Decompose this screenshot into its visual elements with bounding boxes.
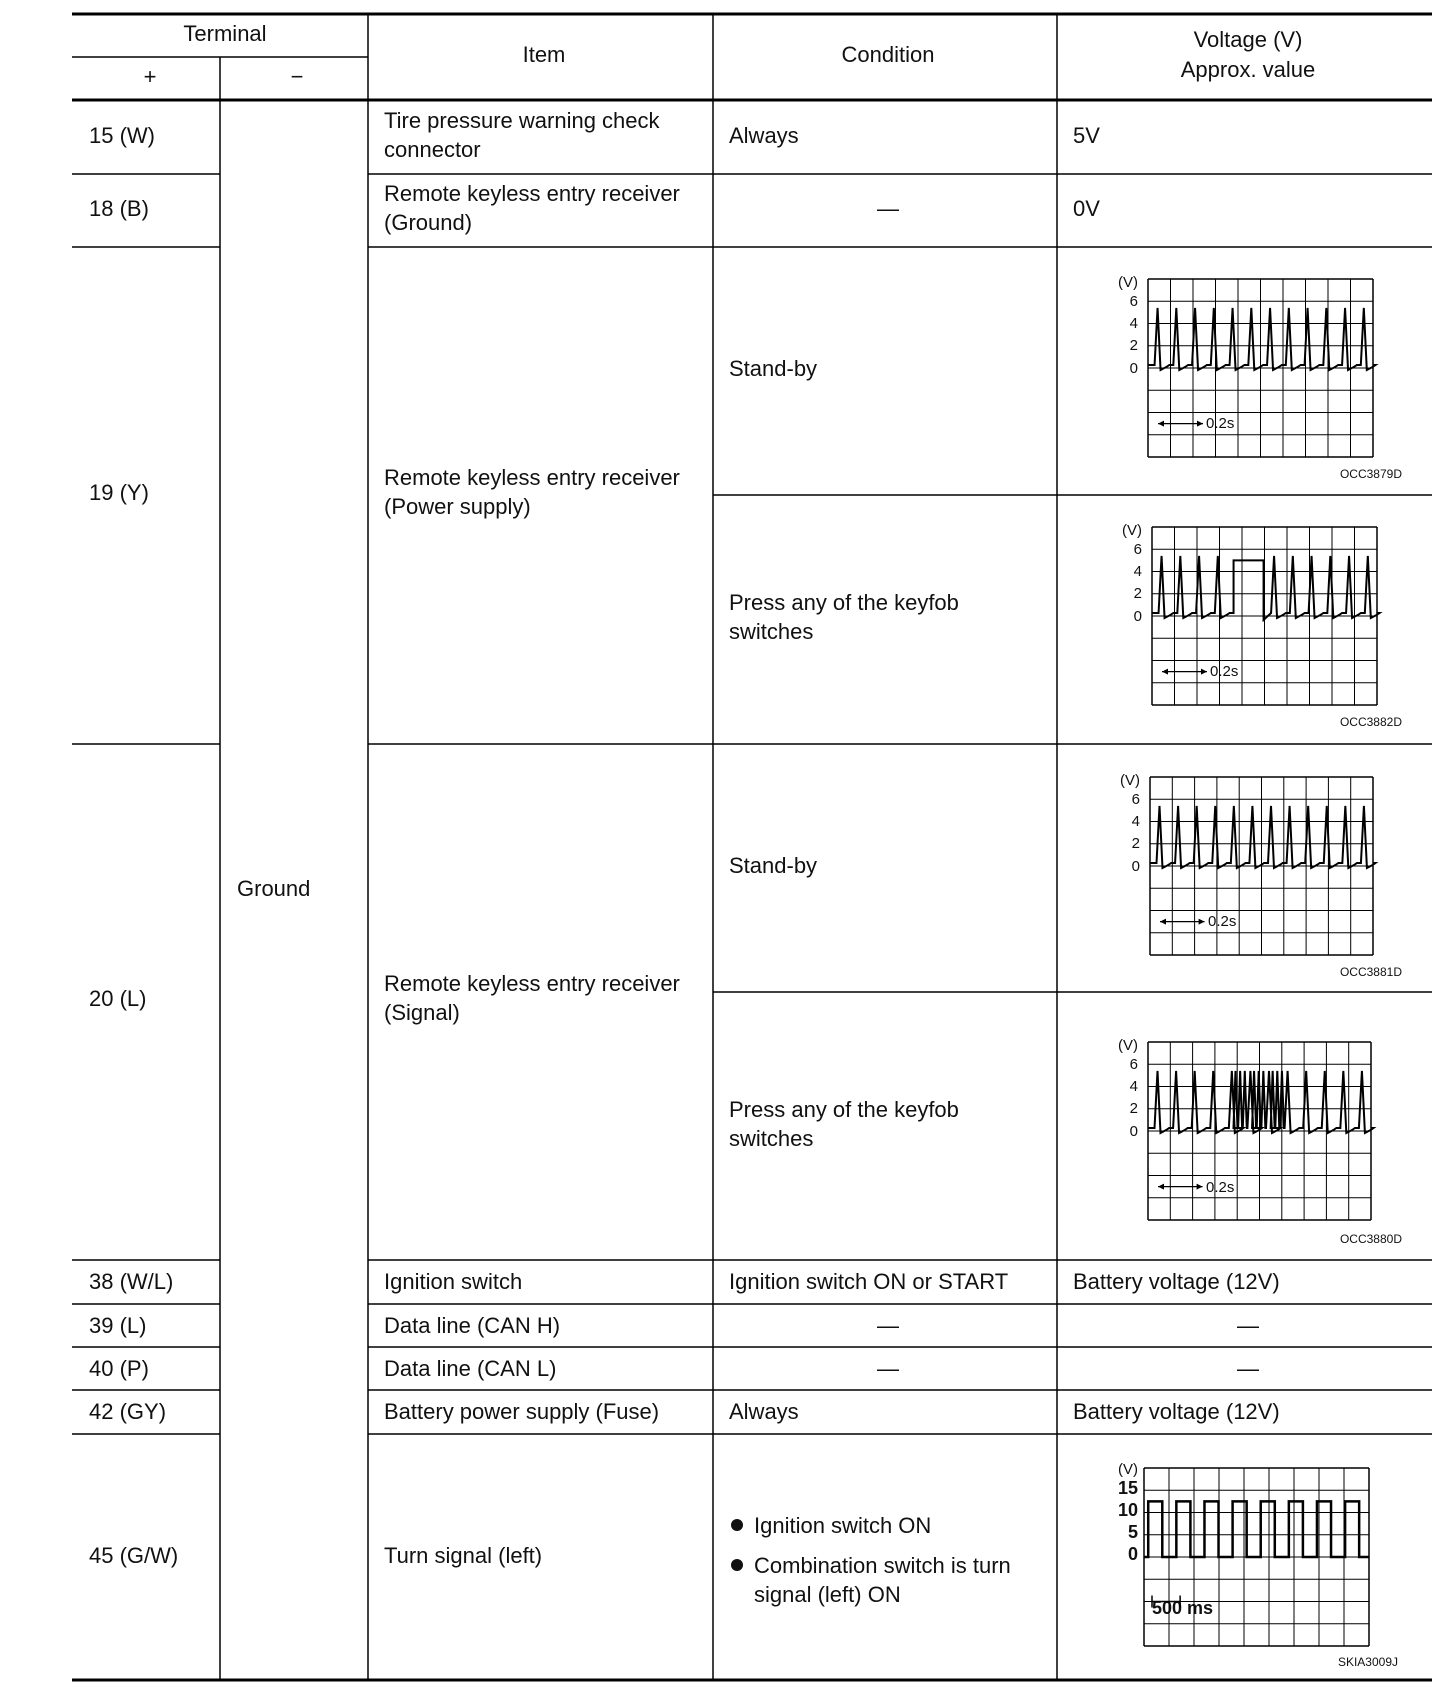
- voltage-cell: Battery voltage (12V): [1073, 1399, 1280, 1424]
- header-item: Item: [522, 42, 566, 67]
- item-cell: Data line (CAN L): [384, 1356, 557, 1381]
- header-voltage-line1: Voltage (V): [1193, 27, 1303, 52]
- item-cell: Ignition switch: [384, 1269, 523, 1294]
- voltage-cell: Battery voltage (12V): [1073, 1269, 1280, 1294]
- terminal-cell: 38 (W/L): [89, 1269, 174, 1294]
- scope-y-tick: 4: [1133, 563, 1142, 580]
- condition-bullet-text: Combination switch is turn: [754, 1553, 1011, 1578]
- oscilloscope-waveform: [1122, 522, 1402, 729]
- scope-y-tick: 2: [1133, 585, 1142, 602]
- terminal-cell: 42 (GY): [89, 1399, 167, 1424]
- scope-y-tick: 2: [1131, 835, 1140, 852]
- scope-timebase: 0.2s: [1206, 415, 1235, 432]
- figure-code: SKIA3009J: [1337, 1655, 1398, 1669]
- item-cell: Remote keyless entry receiver: [384, 971, 680, 996]
- scope-trace: [1152, 556, 1380, 620]
- scope-y-tick: 2: [1129, 337, 1138, 354]
- header-condition: Condition: [841, 42, 935, 67]
- scope-timebase: 0.2s: [1208, 913, 1237, 930]
- header-voltage-line2: Approx. value: [1180, 57, 1316, 82]
- bullet-icon: [731, 1519, 743, 1531]
- condition-cell: —: [877, 196, 899, 221]
- condition-cell: —: [877, 1313, 899, 1338]
- scope-y-tick: 0: [1131, 858, 1140, 875]
- voltage-cell: —: [1237, 1356, 1259, 1381]
- terminal-column: [89, 123, 178, 1568]
- scope-y-tick: 4: [1129, 315, 1138, 332]
- scope-y-tick: 0: [1133, 608, 1142, 625]
- table-header: [144, 21, 1316, 89]
- item-cell: Remote keyless entry receiver: [384, 181, 680, 206]
- scope-y-unit: (V): [1118, 274, 1138, 291]
- figure-code: OCC3881D: [1339, 965, 1402, 979]
- voltage-cell: —: [1237, 1313, 1259, 1338]
- scope-y-tick: 6: [1131, 791, 1140, 808]
- scope-y-tick: 0: [1127, 1544, 1138, 1564]
- terminal-cell: 40 (P): [89, 1356, 149, 1381]
- terminal-cell: 19 (Y): [89, 480, 149, 505]
- scope-trace: [1144, 1501, 1369, 1557]
- item-column: [384, 108, 680, 1568]
- header-plus: +: [143, 64, 157, 89]
- item-cell: Battery power supply (Fuse): [384, 1399, 660, 1424]
- scope-y-tick: 4: [1129, 1078, 1138, 1095]
- item-cell: connector: [384, 137, 481, 162]
- header-terminal: Terminal: [183, 21, 267, 46]
- terminal-cell: 15 (W): [89, 123, 155, 148]
- scope-y-unit: (V): [1122, 522, 1142, 539]
- condition-bullet-text: Ignition switch ON: [754, 1513, 932, 1538]
- item-cell: Remote keyless entry receiver: [384, 465, 680, 490]
- item-cell: (Ground): [384, 210, 473, 235]
- scope-y-tick: 6: [1133, 541, 1142, 558]
- ground-label: Ground: [237, 876, 311, 901]
- terminal-cell: 20 (L): [89, 986, 147, 1011]
- scope-timebase: 0.2s: [1210, 663, 1239, 680]
- scope-y-tick: 5: [1127, 1522, 1138, 1542]
- item-cell: Data line (CAN H): [384, 1313, 561, 1338]
- oscilloscope-waveform: [1120, 772, 1402, 979]
- condition-cell: Always: [729, 123, 799, 148]
- scope-y-unit: (V): [1118, 1461, 1138, 1478]
- condition-cell: Always: [729, 1399, 799, 1424]
- condition-cell: switches: [729, 1126, 814, 1151]
- figure-code: OCC3880D: [1339, 1232, 1402, 1246]
- condition-cell: Press any of the keyfob: [729, 590, 959, 615]
- terminal-cell: 45 (G/W): [89, 1543, 179, 1568]
- scope-timebase: 0.2s: [1206, 1179, 1235, 1196]
- figure-code: OCC3879D: [1339, 467, 1402, 481]
- scope-y-unit: (V): [1118, 1037, 1138, 1054]
- oscilloscope-waveform: [1118, 274, 1402, 481]
- condition-cell: Ignition switch ON or START: [729, 1269, 1009, 1294]
- item-cell: Turn signal (left): [384, 1543, 543, 1568]
- condition-column: [729, 123, 1011, 1607]
- scope-trace: [1148, 1071, 1374, 1133]
- condition-cell: —: [877, 1356, 899, 1381]
- voltage-cell: 5V: [1073, 123, 1100, 148]
- oscilloscope-waveform: [1118, 1461, 1398, 1669]
- item-cell: Tire pressure warning check: [384, 108, 660, 133]
- item-cell: (Signal): [384, 1000, 460, 1025]
- scope-y-tick: 0: [1129, 360, 1138, 377]
- condition-cell: Stand-by: [729, 356, 818, 381]
- condition-cell: Stand-by: [729, 853, 818, 878]
- figure-code: OCC3882D: [1339, 715, 1402, 729]
- terminal-cell: 18 (B): [89, 196, 149, 221]
- condition-bullet-text: signal (left) ON: [754, 1582, 901, 1607]
- oscilloscope-waveform: [1118, 1037, 1402, 1246]
- scope-y-tick: 2: [1129, 1100, 1138, 1117]
- scope-timebase: 500 ms: [1152, 1598, 1214, 1618]
- scope-y-tick: 6: [1129, 1056, 1138, 1073]
- condition-cell: Press any of the keyfob: [729, 1097, 959, 1122]
- scope-y-tick: 6: [1129, 293, 1138, 310]
- condition-cell: switches: [729, 619, 814, 644]
- scope-y-tick: 10: [1117, 1500, 1138, 1520]
- terminal-cell: 39 (L): [89, 1313, 147, 1338]
- voltage-cell: 0V: [1073, 196, 1100, 221]
- scope-trace: [1148, 308, 1376, 370]
- item-cell: (Power supply): [384, 494, 531, 519]
- header-minus: −: [290, 64, 304, 89]
- scope-y-unit: (V): [1120, 772, 1140, 789]
- scope-y-tick: 4: [1131, 813, 1140, 830]
- bullet-icon: [731, 1559, 743, 1571]
- table-grid: [72, 14, 1432, 1680]
- scope-y-tick: 0: [1129, 1123, 1138, 1140]
- scope-trace: [1150, 806, 1376, 868]
- scope-y-tick: 15: [1117, 1478, 1138, 1498]
